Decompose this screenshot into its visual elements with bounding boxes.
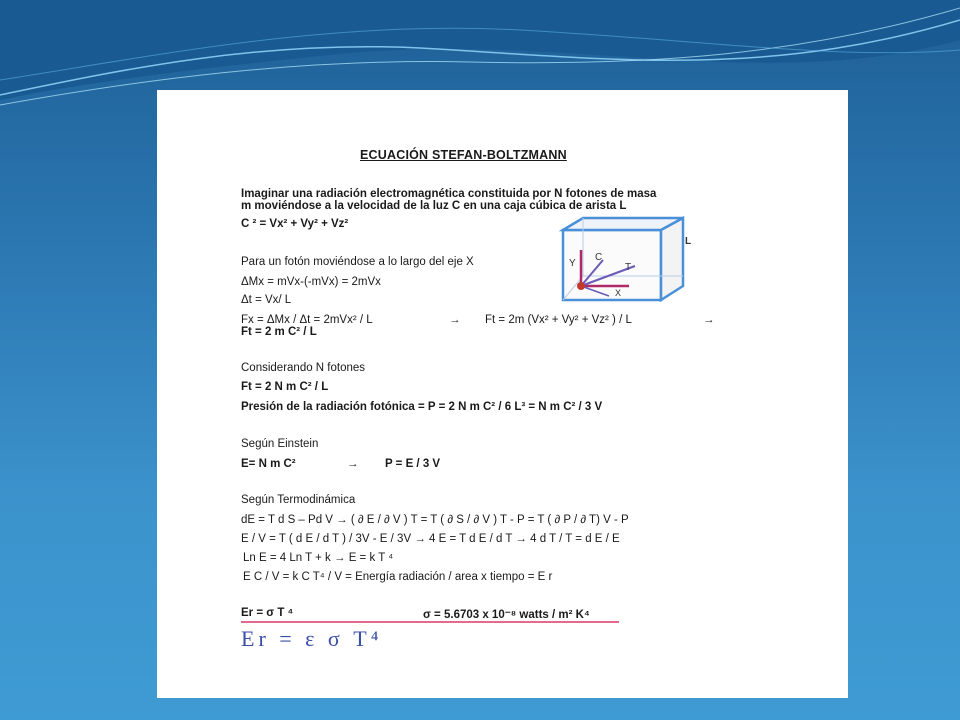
equation-ln-e: Ln E = 4 Ln T + k → E = k T ⁴ — [243, 552, 394, 564]
equation-ec-over-v: E C / V = k C T⁴ / V = Energía radiación / area x tiempo = E r — [243, 571, 553, 583]
equation-energy: E= N m C² — [241, 458, 296, 470]
intro-line-2: m moviéndose a la velocidad de la luz C en una caja cúbica de arista L — [241, 200, 627, 212]
cube-label-edge: L — [685, 236, 691, 247]
equation-delta-t: Δt = Vx/ L — [241, 294, 292, 306]
equation-er: Er = σ T ⁴ — [241, 607, 294, 619]
cube-label-t: T — [625, 262, 632, 273]
underline-rule — [241, 621, 619, 623]
intro-line-1: Imaginar una radiación electromagnética constituida por N fotones de masa — [241, 188, 657, 200]
equation-radiation-pressure: Presión de la radiación fotónica = P = 2 N m C² / 6 L³ = N m C² / 3 V — [241, 401, 603, 413]
equation-ft: Ft = 2 m C² / L — [241, 326, 317, 338]
arrow-right-icon: → — [347, 458, 359, 470]
handwritten-equation: Er = ε σ T⁴ — [241, 626, 383, 651]
equation-c-squared: C ² = Vx² + Vy² + Vz² — [241, 218, 349, 230]
document-title: ECUACIÓN STEFAN-BOLTZMANN — [360, 148, 567, 162]
photon-axis-text: Para un fotón moviéndose a lo largo del eje X — [241, 256, 474, 268]
considering-n-photons: Considerando N fotones — [241, 362, 366, 374]
document-page — [157, 90, 848, 698]
equation-delta-mx: ΔMx = mVx-(-mVx) = 2mVx — [241, 276, 381, 288]
cube-label-x: X — [615, 288, 622, 298]
equation-ft-long: Ft = 2m (Vx² + Vy² + Vz² ) / L — [485, 314, 632, 326]
thermodynamics-heading: Según Termodinámica — [241, 494, 356, 506]
arrow-right-icon: → — [703, 314, 715, 326]
cube-label-c: C — [595, 252, 603, 263]
cube-diagram — [559, 216, 691, 302]
cube-label-y: Y — [569, 258, 576, 269]
equation-ft-n-photons: Ft = 2 N m C² / L — [241, 381, 329, 393]
equation-pressure-energy: P = E / 3 V — [385, 458, 441, 470]
arrow-right-icon: → — [449, 314, 461, 326]
equation-e-over-v: E / V = T ( d E / d T ) / 3V - E / 3V → 4 E = T d E / d T → 4 d T / T = d E / E — [241, 533, 620, 545]
equation-de: dE = T d S – Pd V → ( ∂ E / ∂ V ) T = T ( ∂ S / ∂ V ) T - P = T ( ∂ P / ∂ T) V - P — [241, 514, 629, 526]
equation-sigma: σ = 5.6703 x 10⁻⁸ watts / m² K⁴ — [423, 609, 590, 621]
equation-fx: Fx = ΔMx / Δt = 2mVx² / L — [241, 314, 373, 326]
einstein-heading: Según Einstein — [241, 438, 319, 450]
